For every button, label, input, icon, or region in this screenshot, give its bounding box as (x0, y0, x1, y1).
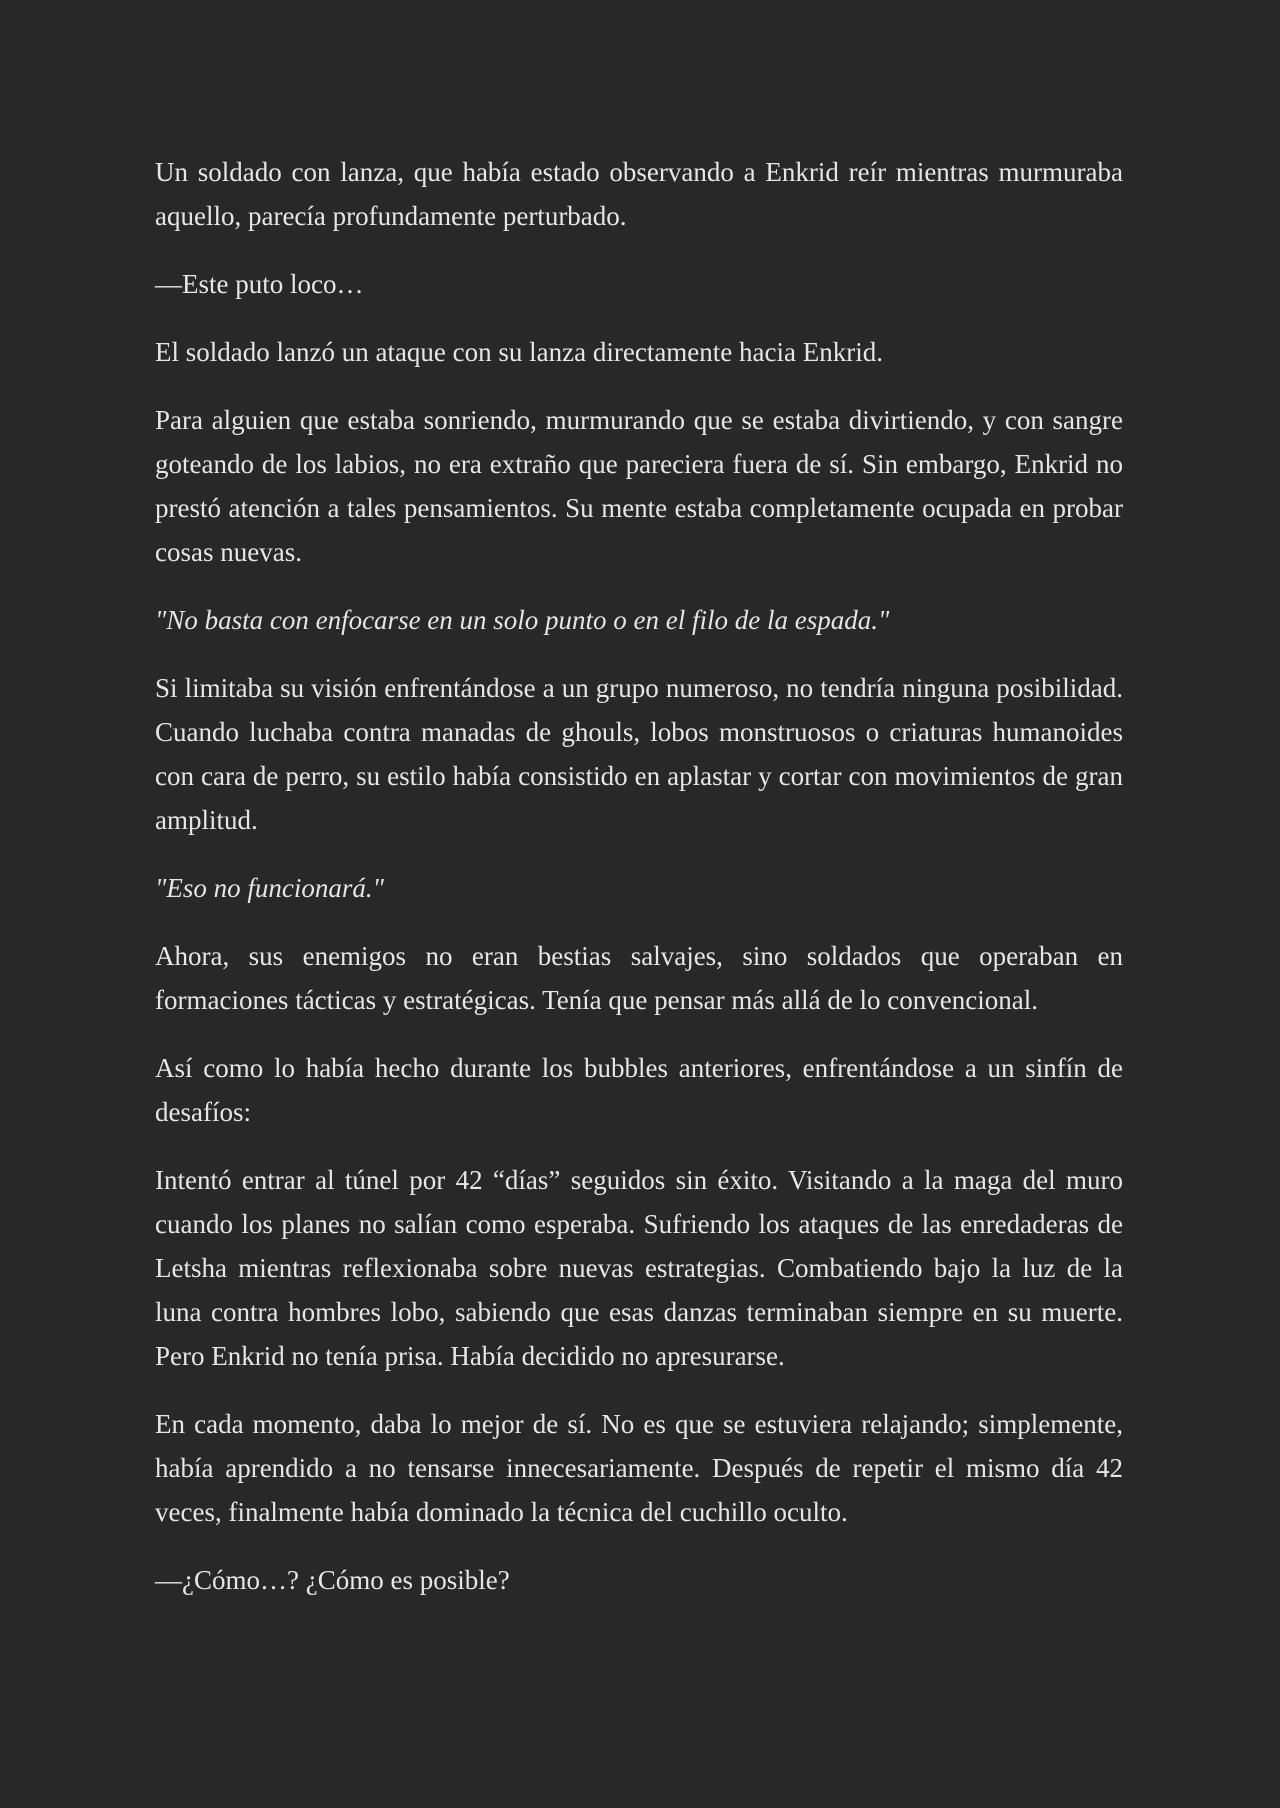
inner-thought: "Eso no funcionará." (155, 873, 384, 903)
dialogue-line: —Este puto loco… (155, 269, 364, 299)
chapter-text (155, 150, 1123, 1626)
inner-thought: "No basta con enfocarse en un solo punto o en el filo de la espada." (155, 605, 890, 635)
paragraph: Ahora, sus enemigos no eran bestias salvajes, sino soldados que operaban en formaciones tácticas y estratégicas. Tenía que pensar más allá de lo convencional. (155, 941, 1123, 1015)
paragraph: Para alguien que estaba sonriendo, murmurando que se estaba divirtiendo, y con sangre goteando de los labios, no era extraño que pareciera fuera de sí. Sin embargo, Enkrid no prestó atención a tales pensamientos. Su mente estaba completamente ocupada en probar cosas nuevas. (155, 405, 1123, 567)
paragraph: En cada momento, daba lo mejor de sí. No es que se estuviera relajando; simplemente, había aprendido a no tensarse innecesariamente. Después de repetir el mismo día 42 veces, finalmente había dominado la técnica del cuchillo oculto. (155, 1409, 1123, 1527)
dialogue-line: —¿Cómo…? ¿Cómo es posible? (155, 1565, 510, 1595)
paragraph: Intentó entrar al túnel por 42 “días” seguidos sin éxito. Visitando a la maga del muro cuando los planes no salían como esperaba. Sufriendo los ataques de las enredaderas de Letsha mientras reflexionaba sobre nuevas estrategias. Combatiendo bajo la luz de la luna contra hombres lobo, sabiendo que esas danzas terminaban siempre en su muerte. Pero Enkrid no tenía prisa. Había decidido no apresurarse. (155, 1165, 1123, 1371)
paragraph: Así como lo había hecho durante los bubbles anteriores, enfrentándose a un sinfín de desafíos: (155, 1053, 1123, 1127)
paragraph: Si limitaba su visión enfrentándose a un grupo numeroso, no tendría ninguna posibilidad. Cuando luchaba contra manadas de ghouls, lobos monstruosos o criaturas humanoides con cara de perro, su estilo había consistido en aplastar y cortar con movimientos de gran amplitud. (155, 673, 1123, 835)
paragraph: El soldado lanzó un ataque con su lanza directamente hacia Enkrid. (155, 337, 883, 367)
paragraph: Un soldado con lanza, que había estado observando a Enkrid reír mientras murmuraba aquello, parecía profundamente perturbado. (155, 157, 1123, 231)
